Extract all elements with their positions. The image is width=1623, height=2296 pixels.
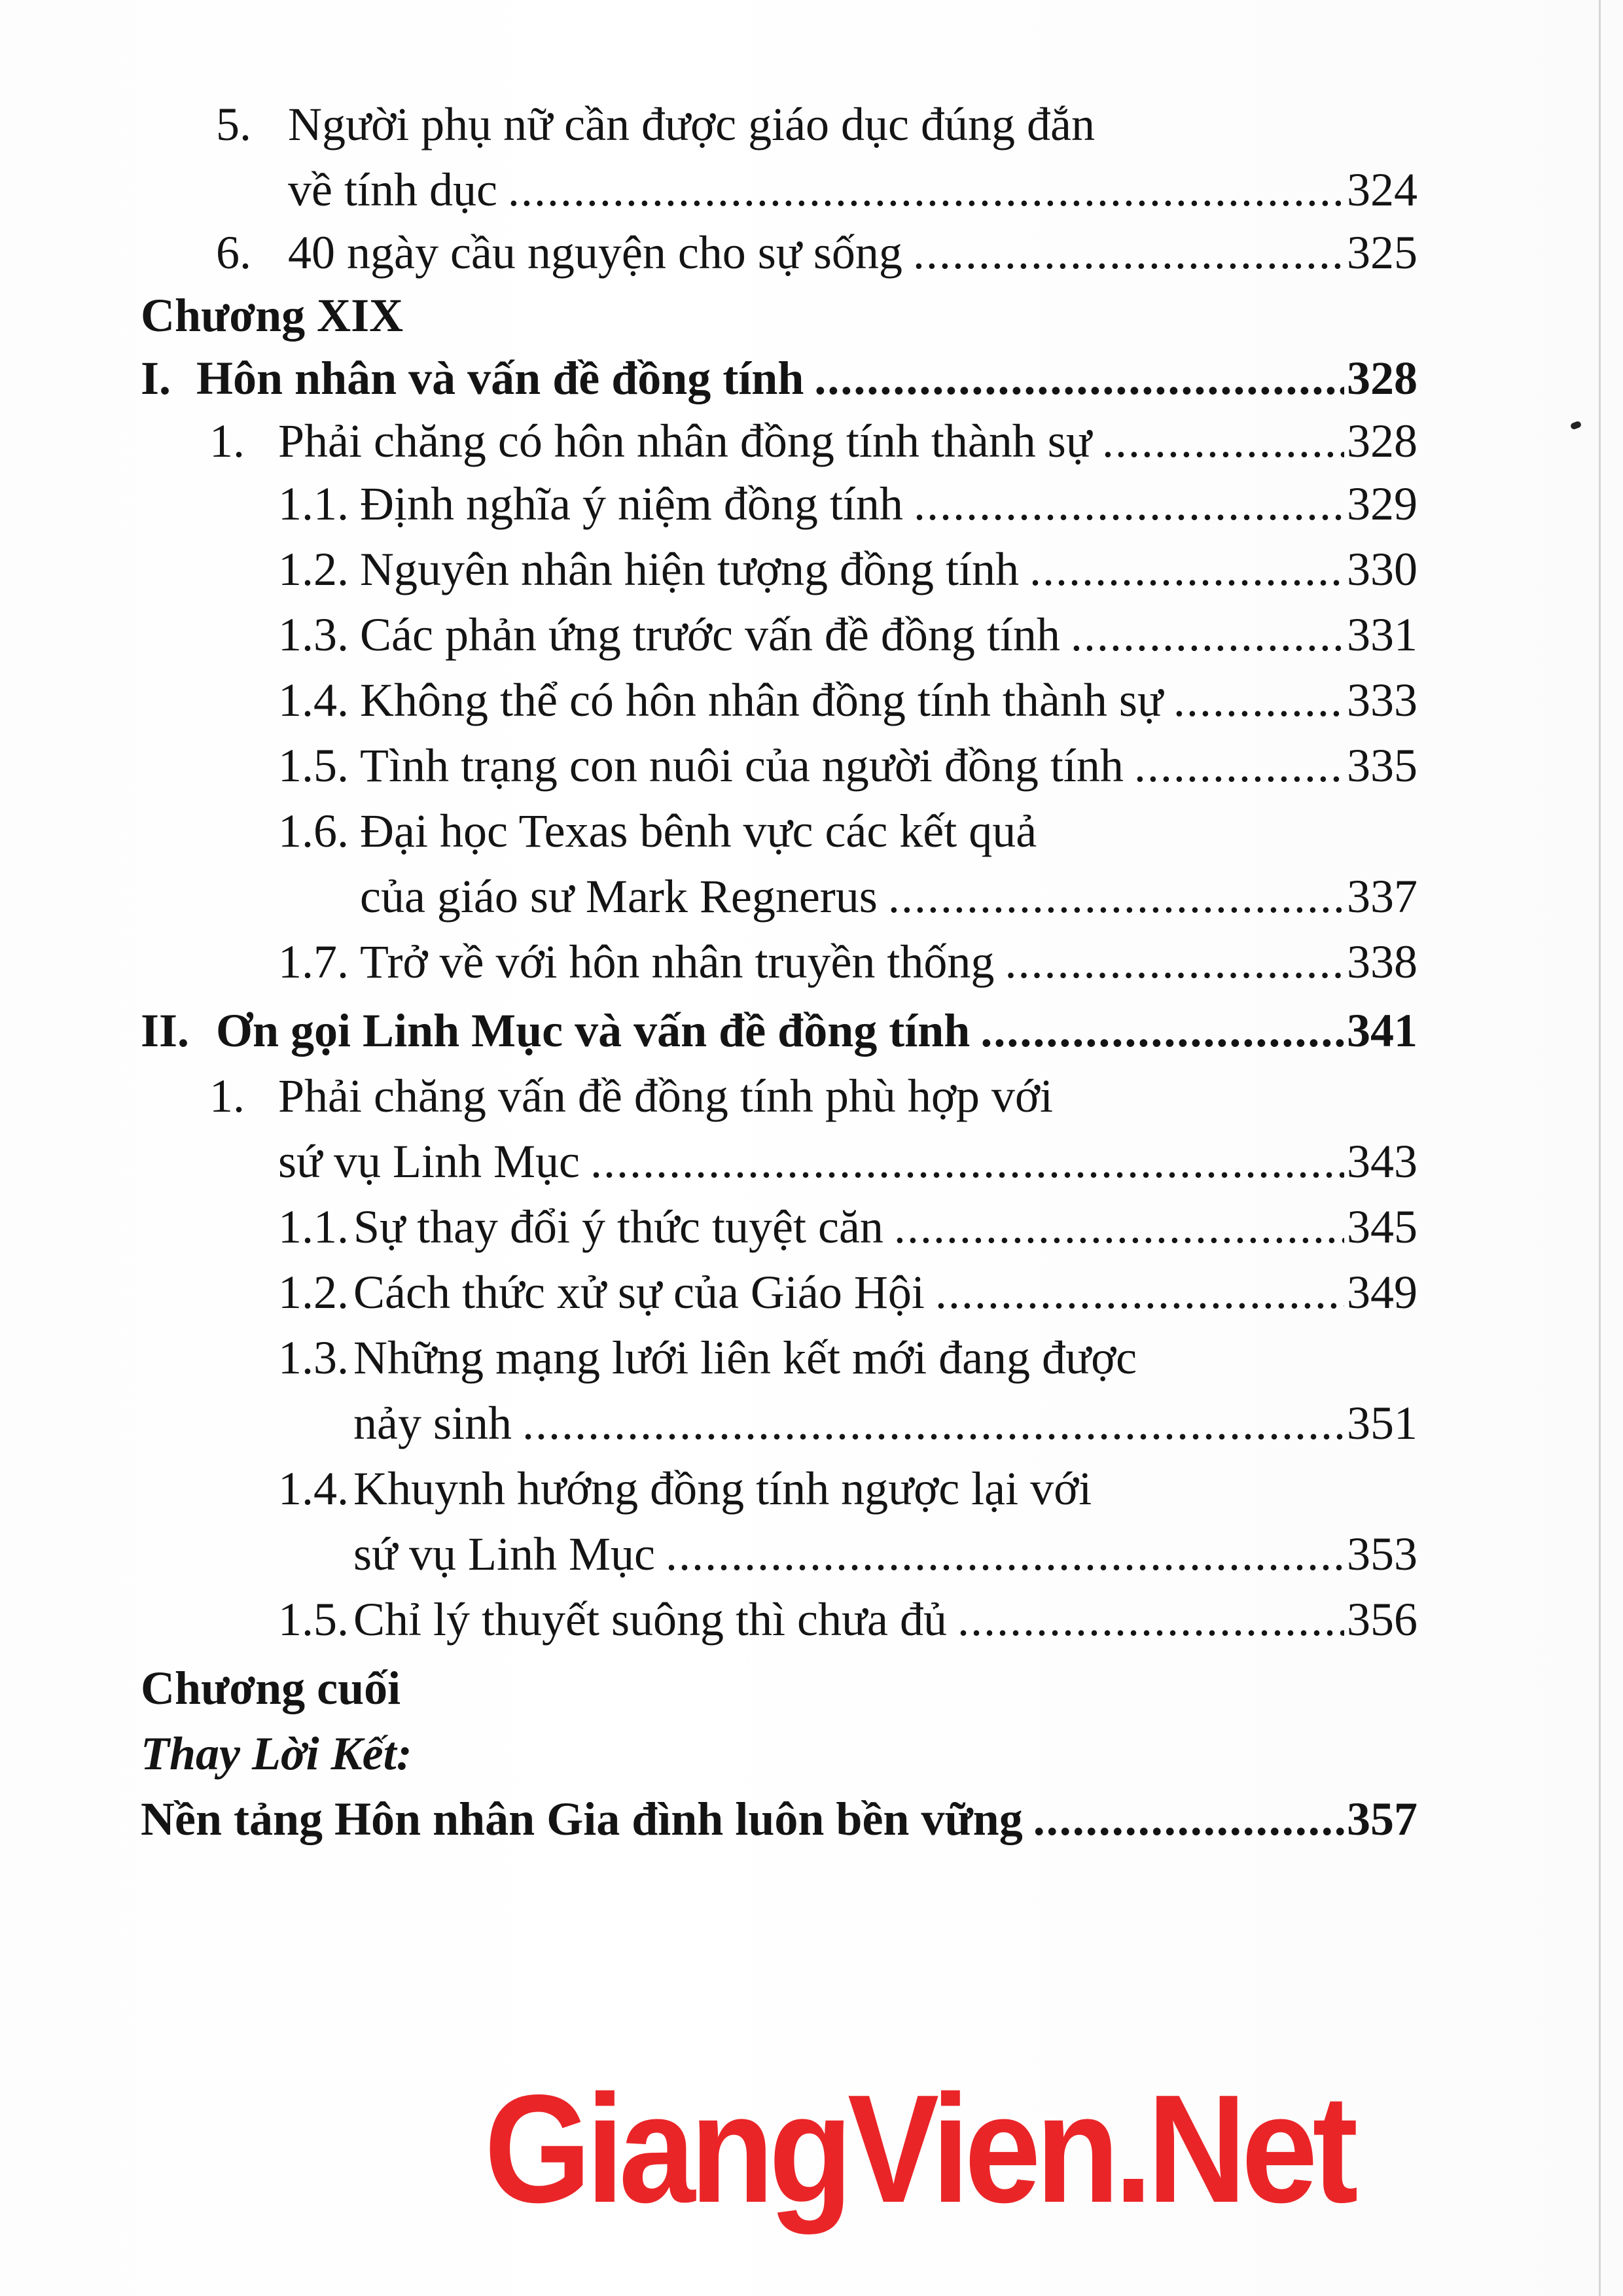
toc-subentry-number: 1.1. (278, 1201, 349, 1253)
toc-entry-title: về tính dục (288, 164, 497, 216)
toc-entry (0, 92, 1623, 157)
toc-page-number: 345 (1347, 1201, 1418, 1253)
toc-subentry-title: Nguyên nhân hiện tượng đồng tính (360, 543, 1019, 595)
toc-entry-title: 40 ngày cầu nguyện cho sự sống (288, 226, 902, 279)
toc-leader-dots (914, 471, 1344, 537)
toc-entry (0, 157, 1623, 222)
chapter-subtitle (0, 1721, 1623, 1786)
toc-leader-dots (508, 157, 1344, 222)
toc-page-number: 341 (1347, 1004, 1418, 1057)
toc-leader-dots (980, 998, 1344, 1063)
toc-page-number: 356 (1347, 1593, 1418, 1646)
toc-leader-dots (1134, 733, 1344, 798)
toc-page-number: 333 (1347, 674, 1418, 726)
toc-section-title: Ơn gọi Linh Mục và vấn đề đồng tính (216, 1004, 971, 1057)
chapter-heading-text: Chương cuối (141, 1662, 401, 1714)
toc-page-number: 330 (1347, 543, 1418, 595)
toc-page-number: 351 (1347, 1397, 1418, 1449)
toc-subentry-title: Những mạng lưới liên kết mới đang được (353, 1332, 1137, 1384)
toc-subentry-title: của giáo sư Mark Regnerus (360, 870, 878, 923)
toc-section (0, 1786, 1623, 1852)
toc-page-number: 325 (1347, 226, 1418, 279)
toc-subentry-title: Định nghĩa ý niệm đồng tính (360, 478, 903, 530)
toc-subentry-number: 1.5. (278, 1593, 349, 1646)
chapter-heading-text: Chương XIX (141, 289, 404, 342)
toc-leader-dots (957, 1587, 1344, 1652)
toc-subentry (0, 667, 1623, 733)
toc-subentry (0, 602, 1623, 667)
toc-leader-dots (1102, 408, 1344, 474)
toc-subentry (0, 1325, 1623, 1390)
toc-subentry-number: 1.2. (278, 1266, 349, 1318)
site-watermark: GiangVien.Net (484, 2062, 1353, 2235)
toc-subentry-number: 1.7. (278, 936, 349, 988)
toc-subentry-number: 1.4. (278, 674, 349, 726)
toc-section-number: II. (141, 1004, 190, 1057)
toc-entry (0, 408, 1623, 474)
toc-section-title: Hôn nhân và vấn đề đồng tính (196, 352, 804, 404)
toc-subentry-number: 1.6. (278, 805, 349, 857)
toc-entry-title: Người phụ nữ cần được giáo dục đúng đắn (288, 98, 1095, 150)
toc-subentry-number: 1.3. (278, 609, 349, 661)
toc-entry (0, 1063, 1623, 1129)
toc-leader-dots (1005, 929, 1344, 995)
toc-subentry (0, 1521, 1623, 1587)
toc-leader-dots (666, 1521, 1344, 1587)
toc-subentry-number: 1.1. (278, 478, 349, 530)
toc-subentry (0, 1390, 1623, 1456)
toc-subentry-number: 1.3. (278, 1332, 349, 1384)
toc-entry (0, 1129, 1623, 1194)
toc-subentry-title: sứ vụ Linh Mục (353, 1528, 656, 1580)
toc-entry-title: Phải chăng vấn đề đồng tính phù hợp với (278, 1070, 1053, 1122)
toc-leader-dots (935, 1260, 1344, 1325)
toc-page-number: 349 (1347, 1266, 1418, 1318)
toc-subentry-title: Đại học Texas bênh vực các kết quả (360, 805, 1037, 857)
toc-subentry-title: Các phản ứng trước vấn đề đồng tính (360, 609, 1060, 661)
toc-leader-dots (590, 1129, 1344, 1194)
toc-entry-number: 1. (209, 415, 245, 467)
toc-subentry (0, 864, 1623, 929)
toc-section-title: Nền tảng Hôn nhân Gia đình luôn bền vững (141, 1793, 1023, 1845)
toc-leader-dots (814, 345, 1344, 411)
toc-subentry (0, 1260, 1623, 1325)
toc-entry-number: 5. (216, 98, 251, 150)
toc-subentry (0, 733, 1623, 798)
toc-subentry-title: Không thể có hôn nhân đồng tính thành sự (360, 674, 1163, 726)
toc-subentry (0, 471, 1623, 537)
toc-leader-dots (522, 1390, 1344, 1456)
toc-page-number: 343 (1347, 1135, 1418, 1188)
chapter-heading (0, 283, 1623, 348)
toc-leader-dots (913, 220, 1344, 285)
toc-leader-dots (1029, 537, 1344, 602)
toc-entry-number: 1. (209, 1070, 245, 1122)
toc-leader-dots (1071, 602, 1344, 667)
toc-page-number: 335 (1347, 739, 1418, 792)
toc-subentry-title: Cách thức xử sự của Giáo Hội (353, 1266, 925, 1318)
toc-leader-dots (894, 1194, 1344, 1260)
toc-subentry (0, 1587, 1623, 1652)
toc-page-number: 353 (1347, 1528, 1418, 1580)
toc-entry-title: sứ vụ Linh Mục (278, 1135, 580, 1188)
toc-page-number: 328 (1347, 415, 1418, 467)
toc-subentry-title: nảy sinh (353, 1397, 512, 1449)
toc-subentry-number: 1.2. (278, 543, 349, 595)
toc-section (0, 345, 1623, 411)
chapter-subtitle-text: Thay Lời Kết: (141, 1727, 412, 1780)
toc-entry (0, 220, 1623, 285)
toc-subentry-title: Chỉ lý thuyết suông thì chưa đủ (353, 1593, 947, 1646)
toc-page-number: 338 (1347, 936, 1418, 988)
toc-page-number: 357 (1347, 1793, 1418, 1845)
toc-subentry (0, 1456, 1623, 1521)
toc-page-number: 328 (1347, 352, 1418, 404)
toc-subentry-title: Tình trạng con nuôi của người đồng tính (360, 739, 1124, 792)
toc-page-number: 324 (1347, 164, 1418, 216)
toc-entry-number: 6. (216, 226, 251, 279)
toc-section-number: I. (141, 352, 171, 404)
toc-section (0, 998, 1623, 1063)
toc-subentry (0, 537, 1623, 602)
toc-subentry-title: Sự thay đổi ý thức tuyệt căn (353, 1201, 883, 1253)
toc-subentry-number: 1.5. (278, 739, 349, 792)
toc-leader-dots (1033, 1786, 1344, 1852)
toc-page-number: 331 (1347, 609, 1418, 661)
toc-subentry (0, 929, 1623, 995)
toc-subentry-number: 1.4. (278, 1462, 349, 1515)
toc-leader-dots (888, 864, 1344, 929)
toc-leader-dots (1173, 667, 1344, 733)
toc-subentry (0, 798, 1623, 864)
toc-subentry-title: Khuynh hướng đồng tính ngược lại với (353, 1462, 1092, 1515)
toc-page-number: 337 (1347, 870, 1418, 923)
toc-entry-title: Phải chăng có hôn nhân đồng tính thành sự (278, 415, 1092, 467)
toc-subentry (0, 1194, 1623, 1260)
toc-subentry-title: Trở về với hôn nhân truyền thống (360, 936, 995, 988)
chapter-heading (0, 1655, 1623, 1721)
toc-page-number: 329 (1347, 478, 1418, 530)
